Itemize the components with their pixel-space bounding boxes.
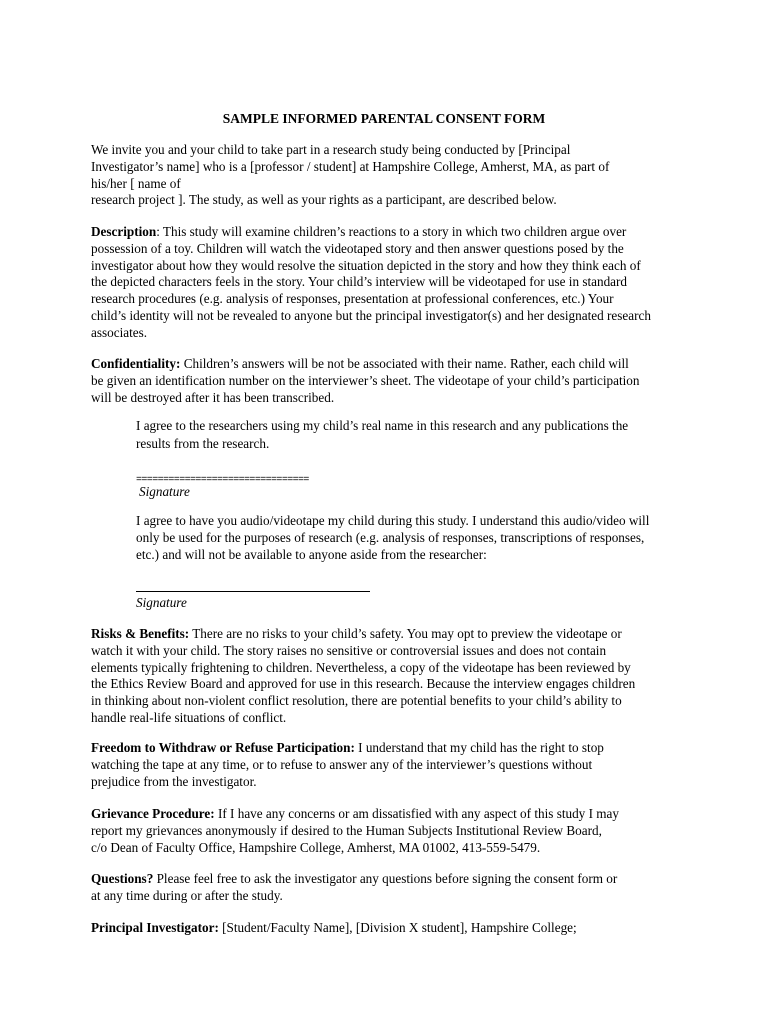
- video-consent-statement: [136, 513, 681, 563]
- withdraw-section: [91, 740, 686, 790]
- withdraw-heading: Freedom to Withdraw or Refuse Participation:: [91, 740, 355, 755]
- confidentiality-line: [91, 356, 686, 373]
- withdraw-text: I understand that my child has the right to stop: [354, 740, 604, 755]
- risks-line: in thinking about non-violent conflict resolution, there are potential benefits to your child’s ability to: [91, 693, 622, 709]
- video-consent-line: etc.) and will not be available to anyone aside from the researcher:: [136, 546, 487, 562]
- description-line: child’s identity will not be revealed to anyone but the principal investigator(s) and her designated research: [91, 307, 651, 323]
- description-line: possession of a toy. Children will watch the videotaped story and then answer questions posed by the: [91, 240, 624, 256]
- intro-paragraph: [91, 142, 686, 209]
- withdraw-line: watching the tape at any time, or to refuse to answer any of the interviewer’s questions without: [91, 756, 593, 772]
- form-title: SAMPLE INFORMED PARENTAL CONSENT FORM: [222, 111, 546, 126]
- risks-line: elements typically frightening to children. Nevertheless, a copy of the videotape has been reviewed by: [91, 659, 631, 675]
- grievance-line: [91, 806, 686, 823]
- questions-line: at any time during or after the study.: [91, 887, 283, 903]
- risks-line: watch it with your child. The story raises no sensitive or controversial issues and does not contain: [91, 642, 607, 658]
- grievance-section: [91, 806, 686, 856]
- video-signature-label: Signature: [136, 595, 187, 610]
- risks-benefits-section: [91, 626, 686, 727]
- intro-line: research project ]. The study, as well as your rights as a participant, are described below.: [91, 192, 557, 208]
- withdraw-line: [91, 740, 686, 757]
- grievance-text: If I have any concerns or am dissatisfied with any aspect of this study I may: [214, 806, 619, 821]
- risks-heading: Risks & Benefits:: [91, 626, 190, 641]
- name-signature-label: Signature: [139, 484, 190, 499]
- video-signature-field[interactable]: [136, 591, 370, 592]
- confidentiality-heading: Confidentiality:: [91, 356, 181, 371]
- name-consent-line: I agree to the researchers using my child’s real name in this research and any publications the: [136, 418, 629, 433]
- name-consent-line: results from the research.: [136, 435, 270, 451]
- questions-line: [91, 871, 686, 888]
- risks-line: [91, 626, 686, 643]
- grievance-line: c/o Dean of Faculty Office, Hampshire College, Amherst, MA 01002, 413-559-5479.: [91, 839, 541, 855]
- description-section: [91, 224, 686, 342]
- confidentiality-line: be given an identification number on the interviewer’s sheet. The videotape of your child’s participation: [91, 372, 640, 388]
- description-line: research procedures (e.g. analysis of responses, presentation at professional conferences, etc.) Your: [91, 291, 614, 307]
- confidentiality-line: will be destroyed after it has been transcribed.: [91, 389, 335, 405]
- questions-heading: Questions?: [91, 871, 154, 886]
- risks-line: the Ethics Review Board and approved for use in this research. Because the interview engages children: [91, 676, 636, 692]
- grievance-line: report my grievances anonymously if desired to the Human Subjects Institutional Review Board,: [91, 822, 602, 838]
- questions-section: [91, 871, 686, 905]
- description-heading: Description: [91, 224, 157, 239]
- description-text: : This study will examine children’s reactions to a story in which two children argue over: [156, 224, 627, 239]
- investigator-heading: Principal Investigator:: [91, 920, 219, 935]
- name-signature-field[interactable]: ================================: [136, 476, 309, 486]
- description-line: investigator about how they would resolve the situation depicted in the story and how they think each of: [91, 257, 641, 273]
- description-line: [91, 224, 686, 241]
- video-consent-line: I agree to have you audio/videotape my child during this study. I understand this audio/video will: [136, 513, 650, 528]
- withdraw-line: prejudice from the investigator.: [91, 773, 257, 789]
- investigator-line: [91, 920, 686, 937]
- risks-line: handle real-life situations of conflict.: [91, 709, 287, 725]
- risks-text: There are no risks to your child’s safety. You may opt to preview the videotape or: [189, 626, 622, 641]
- investigator-text: [Student/Faculty Name], [Division X student], Hampshire College;: [218, 920, 577, 935]
- description-line: associates.: [91, 324, 148, 340]
- questions-text: Please feel free to ask the investigator any questions before signing the consent form or: [153, 871, 618, 886]
- intro-line: We invite you and your child to take part in a research study being conducted by [Principal: [91, 142, 571, 157]
- confidentiality-section: [91, 356, 686, 406]
- grievance-heading: Grievance Procedure:: [91, 806, 215, 821]
- intro-line: Investigator’s name] who is a [professor / student] at Hampshire College, Amherst, MA, as part of: [91, 158, 610, 174]
- name-consent-statement: [136, 418, 681, 453]
- description-line: the depicted characters feels in the story. Your child’s interview will be videotaped for use in standard: [91, 274, 628, 290]
- confidentiality-text: Children’s answers will be not be associated with their name. Rather, each child will: [180, 356, 629, 371]
- video-consent-line: only be used for the purposes of research (e.g. analysis of responses, transcriptions of responses,: [136, 529, 645, 545]
- principal-investigator-section: [91, 920, 686, 937]
- intro-line: his/her [ name of: [91, 175, 181, 191]
